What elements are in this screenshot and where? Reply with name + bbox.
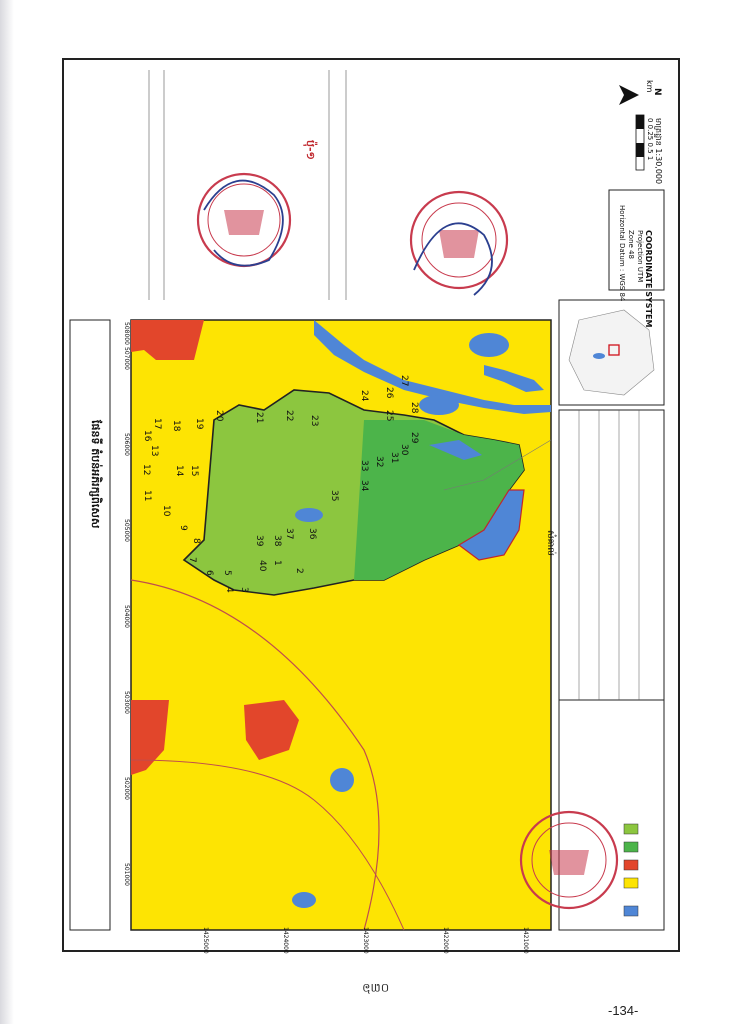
point-label: 28: [409, 402, 419, 414]
point-label: 24: [359, 390, 369, 402]
point-label: 40: [257, 560, 267, 572]
point-label: 31: [389, 452, 399, 464]
page-number: -134-: [608, 1003, 639, 1018]
point-label: 39: [254, 535, 264, 547]
signature-mark: ប៉ុ-១: [304, 140, 317, 160]
point-label: 32: [374, 456, 384, 468]
main-map: [131, 320, 551, 930]
easting-label: 501000: [123, 863, 130, 886]
point-label: 21: [254, 412, 264, 424]
northing-label: 1422000: [442, 927, 449, 954]
point-label: 35: [329, 490, 339, 502]
point-label: 38: [272, 535, 282, 547]
point-label: 2: [294, 568, 304, 574]
point-label: 4: [224, 587, 234, 593]
map-sheet: [62, 58, 680, 952]
point-label: 19: [194, 418, 204, 430]
official-stamp-top: [198, 174, 290, 266]
north-label: N: [652, 88, 662, 96]
coordinate-system-datum: Horizontal Datum : WGS 84: [618, 205, 626, 302]
point-label: 1: [272, 560, 282, 566]
scale-ticks: 0 0.25 0.5 1: [646, 118, 654, 161]
point-label: 25: [384, 410, 394, 422]
easting-label: 504000: [123, 605, 130, 628]
map-title: ផែនទី តំបន់អភិរក្សពិសេស: [89, 420, 102, 529]
point-label: 36: [307, 528, 317, 540]
point-label: 9: [178, 525, 188, 531]
coordinate-table: [559, 410, 664, 700]
point-label: 22: [284, 410, 294, 422]
map-sheet-graphic: [64, 60, 678, 950]
northing-label: 1423000: [362, 927, 369, 954]
official-stamp-middle: [411, 192, 507, 288]
point-label: 14: [174, 465, 184, 477]
point-label: 11: [142, 490, 152, 502]
northing-label: 1425000: [202, 927, 209, 954]
point-label: 6: [204, 570, 214, 576]
point-label: 3: [239, 587, 249, 593]
point-label: 18: [171, 420, 181, 432]
point-label: 26: [384, 387, 394, 399]
point-label: 7: [187, 557, 197, 563]
point-label: 34: [359, 480, 369, 492]
north-arrow-icon: [619, 85, 639, 105]
point-label: 17: [152, 418, 162, 430]
point-label: 20: [214, 410, 224, 422]
point-label: 37: [284, 528, 294, 540]
point-label: 12: [141, 464, 151, 476]
northing-label: 1421000: [522, 927, 529, 954]
folio-number: ០៣៦: [362, 981, 390, 995]
table-caption: សំគាល់: [545, 530, 555, 556]
easting-label: 505000: [123, 519, 130, 542]
point-label: 33: [359, 460, 369, 472]
title-strip: [70, 320, 110, 930]
easting-label: 503000: [123, 691, 130, 714]
easting-label: 508000: [123, 322, 130, 345]
point-label: 10: [161, 505, 171, 517]
scale-bar: [636, 115, 644, 170]
scan-edge: [0, 0, 14, 1024]
point-label: 15: [189, 465, 199, 477]
coordinate-system-zone: Zone 48: [627, 230, 635, 259]
point-label: 8: [191, 538, 201, 544]
coordinate-system-projection: Projection UTM: [636, 230, 644, 283]
easting-label: 506000: [123, 433, 130, 456]
point-label: 29: [409, 432, 419, 444]
point-label: 13: [149, 445, 159, 457]
point-label: 5: [222, 570, 232, 576]
point-label: 27: [399, 375, 409, 387]
easting-label: 502000: [123, 777, 130, 800]
northing-label: 1424000: [282, 927, 289, 954]
easting-label: 507000: [123, 347, 130, 370]
coordinate-system-heading: COORDINATE SYSTEM: [644, 230, 653, 328]
legend-box: [559, 700, 664, 930]
point-label: 16: [142, 430, 152, 442]
point-label: 23: [309, 415, 319, 427]
point-label: 30: [399, 444, 409, 456]
scale-label: មាត្រដ្ឋាន 1:30,000: [654, 118, 663, 185]
scale-unit: km: [645, 80, 654, 93]
